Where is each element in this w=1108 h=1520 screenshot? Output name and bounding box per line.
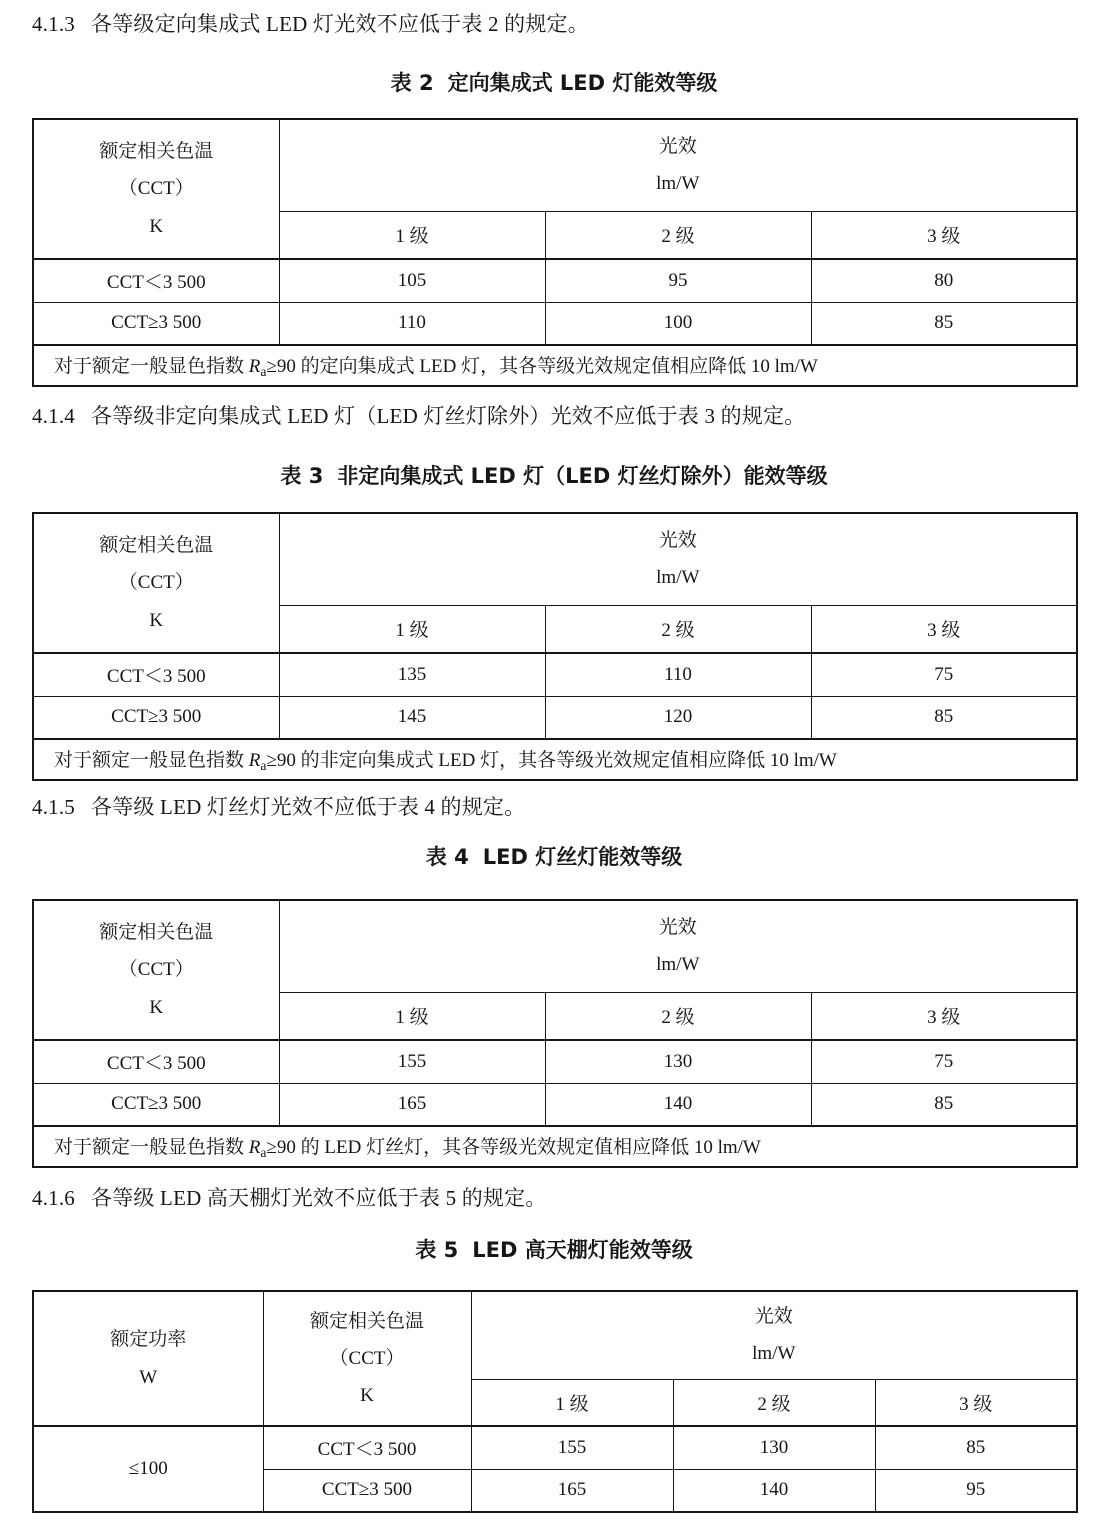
cell-cct-lt: CCT＜3 500 <box>263 1426 471 1469</box>
cell-value-grade3: 85 <box>811 302 1077 345</box>
cell-rated-power: ≤100 <box>33 1426 263 1512</box>
caption-title: 定向集成式 LED 灯能效等级 <box>447 71 718 95</box>
table-row-header <box>33 513 1077 605</box>
note-symbol-subscript: a <box>260 1144 267 1160</box>
header-efficacy <box>279 119 1077 211</box>
clause-number: 4.1.4 <box>32 404 75 428</box>
header-grade-3: 3 级 <box>811 211 1077 259</box>
header-cct-line3: K <box>360 1385 374 1407</box>
header-cct-line2: （CCT） <box>329 1347 405 1369</box>
header-grade-2: 2 级 <box>545 211 811 259</box>
cell-value-grade1: 155 <box>471 1426 673 1469</box>
header-cct-line1: 额定相关色温 <box>99 535 214 557</box>
header-cct <box>33 900 279 1040</box>
note-symbol-r: R <box>248 1137 261 1159</box>
cell-value-grade3: 80 <box>811 259 1077 302</box>
header-grade-2: 2 级 <box>545 605 811 653</box>
caption-title: 非定向集成式 LED 灯（LED 灯丝灯除外）能效等级 <box>337 464 828 488</box>
header-grade-2: 2 级 <box>545 992 811 1040</box>
caption-table-4 <box>0 847 1108 868</box>
cell-value-grade3: 75 <box>811 653 1077 696</box>
table-row <box>33 696 1077 739</box>
clause-text: 各等级 LED 灯丝灯光效不应低于表 4 的规定。 <box>91 795 526 819</box>
clause-4-1-6 <box>32 1188 547 1209</box>
table-3-non-directional-integrated-led <box>32 512 1078 781</box>
header-grade-1: 1 级 <box>279 992 545 1040</box>
note-symbol-subscript: a <box>260 757 267 773</box>
note-body: ≥90 的 LED 灯丝灯，其各等级光效规定值相应降低 10 lm/W <box>266 1137 761 1159</box>
header-cct-line2: （CCT） <box>118 572 194 594</box>
note-symbol-r: R <box>248 750 261 772</box>
header-grade-2: 2 级 <box>673 1379 875 1426</box>
table-row <box>33 1040 1077 1083</box>
cell-value-grade3: 85 <box>811 696 1077 739</box>
header-power-line2: W <box>139 1366 158 1388</box>
note-symbol-subscript: a <box>260 363 267 379</box>
header-cct-line3: K <box>149 996 164 1018</box>
caption-table-2 <box>0 73 1108 94</box>
note-body: ≥90 的非定向集成式 LED 灯，其各等级光效规定值相应降低 10 lm/W <box>266 750 837 772</box>
header-efficacy-line2: lm/W <box>656 954 700 976</box>
table-row <box>33 653 1077 696</box>
header-grade-1: 1 级 <box>279 605 545 653</box>
note-symbol-r: R <box>248 356 261 378</box>
cell-value-grade3: 85 <box>811 1083 1077 1126</box>
clause-text: 各等级 LED 高天棚灯光效不应低于表 5 的规定。 <box>91 1186 547 1210</box>
header-cct <box>263 1291 471 1426</box>
table-note <box>33 739 1077 780</box>
clause-text: 各等级定向集成式 LED 灯光效不应低于表 2 的规定。 <box>91 12 589 36</box>
note-prefix: 对于额定一般显色指数 <box>54 750 249 772</box>
table-row-header <box>33 1291 1077 1379</box>
cell-value-grade2: 110 <box>545 653 811 696</box>
caption-label: 表 5 <box>415 1238 459 1262</box>
header-efficacy-line2: lm/W <box>752 1343 796 1365</box>
note-prefix: 对于额定一般显色指数 <box>54 356 249 378</box>
cell-cct-lt: CCT＜3 500 <box>33 1040 279 1083</box>
caption-title: LED 高天棚灯能效等级 <box>472 1238 693 1262</box>
cell-value-grade1: 105 <box>279 259 545 302</box>
cell-value-grade1: 145 <box>279 696 545 739</box>
table-2-directional-integrated-led <box>32 118 1078 387</box>
cell-value-grade1: 135 <box>279 653 545 696</box>
table-row-note <box>33 1126 1077 1167</box>
note-body: ≥90 的定向集成式 LED 灯，其各等级光效规定值相应降低 10 lm/W <box>266 356 818 378</box>
header-cct-line3: K <box>149 215 164 237</box>
note-prefix: 对于额定一般显色指数 <box>54 1137 249 1159</box>
table-row <box>33 1426 1077 1469</box>
cell-cct-ge: CCT≥3 500 <box>263 1469 471 1512</box>
cell-cct-lt: CCT＜3 500 <box>33 653 279 696</box>
header-cct-line2: （CCT） <box>118 178 194 200</box>
header-cct-line2: （CCT） <box>118 959 194 981</box>
header-efficacy <box>279 513 1077 605</box>
clause-4-1-5 <box>32 797 525 818</box>
header-grade-3: 3 级 <box>875 1379 1077 1426</box>
header-grade-3: 3 级 <box>811 992 1077 1040</box>
caption-label: 表 2 <box>390 71 434 95</box>
caption-title: LED 灯丝灯能效等级 <box>482 845 683 869</box>
cell-value-grade1: 165 <box>279 1083 545 1126</box>
cell-value-grade2: 140 <box>673 1469 875 1512</box>
header-rated-power <box>33 1291 263 1426</box>
clause-text: 各等级非定向集成式 LED 灯（LED 灯丝灯除外）光效不应低于表 3 的规定。 <box>91 404 806 428</box>
header-efficacy-line1: 光效 <box>754 1306 793 1328</box>
header-cct <box>33 513 279 653</box>
table-row <box>33 302 1077 345</box>
clause-4-1-4 <box>32 406 805 427</box>
table-row <box>33 1083 1077 1126</box>
cell-cct-ge: CCT≥3 500 <box>33 1083 279 1126</box>
cell-value-grade1: 110 <box>279 302 545 345</box>
header-efficacy-line1: 光效 <box>658 136 697 158</box>
table-row-note <box>33 739 1077 780</box>
header-cct-line1: 额定相关色温 <box>99 141 214 163</box>
clause-4-1-3 <box>32 14 589 35</box>
header-cct-line1: 额定相关色温 <box>309 1310 424 1332</box>
cell-value-grade2: 130 <box>545 1040 811 1083</box>
header-grade-3: 3 级 <box>811 605 1077 653</box>
table-row-note <box>33 345 1077 386</box>
header-efficacy <box>279 900 1077 992</box>
caption-table-5 <box>0 1240 1108 1261</box>
table-note <box>33 345 1077 386</box>
cell-value-grade2: 95 <box>545 259 811 302</box>
caption-label: 表 3 <box>280 464 324 488</box>
table-row-header <box>33 900 1077 992</box>
header-efficacy-line1: 光效 <box>658 530 697 552</box>
cell-cct-ge: CCT≥3 500 <box>33 302 279 345</box>
cell-value-grade2: 140 <box>545 1083 811 1126</box>
header-power-line1: 额定功率 <box>110 1329 187 1351</box>
cell-cct-ge: CCT≥3 500 <box>33 696 279 739</box>
cell-value-grade2: 120 <box>545 696 811 739</box>
header-cct-line3: K <box>149 609 164 631</box>
cell-value-grade1: 155 <box>279 1040 545 1083</box>
cell-value-grade3: 85 <box>875 1426 1077 1469</box>
table-note <box>33 1126 1077 1167</box>
caption-table-3 <box>0 466 1108 487</box>
clause-number: 4.1.3 <box>32 12 75 36</box>
cell-value-grade1: 165 <box>471 1469 673 1512</box>
table-4-led-filament-lamp <box>32 899 1078 1168</box>
cell-value-grade2: 130 <box>673 1426 875 1469</box>
table-row <box>33 259 1077 302</box>
table-row-header <box>33 119 1077 211</box>
header-efficacy <box>471 1291 1077 1379</box>
cell-cct-lt: CCT＜3 500 <box>33 259 279 302</box>
header-efficacy-line2: lm/W <box>656 567 700 589</box>
table-5-led-high-bay-lamp <box>32 1290 1078 1513</box>
header-cct-line1: 额定相关色温 <box>99 922 214 944</box>
header-efficacy-line1: 光效 <box>658 917 697 939</box>
clause-number: 4.1.6 <box>32 1186 75 1210</box>
header-efficacy-line2: lm/W <box>656 173 700 195</box>
cell-value-grade3: 75 <box>811 1040 1077 1083</box>
header-grade-1: 1 级 <box>279 211 545 259</box>
caption-label: 表 4 <box>425 845 469 869</box>
cell-value-grade2: 100 <box>545 302 811 345</box>
header-cct <box>33 119 279 259</box>
clause-number: 4.1.5 <box>32 795 75 819</box>
cell-value-grade3: 95 <box>875 1469 1077 1512</box>
header-grade-1: 1 级 <box>471 1379 673 1426</box>
